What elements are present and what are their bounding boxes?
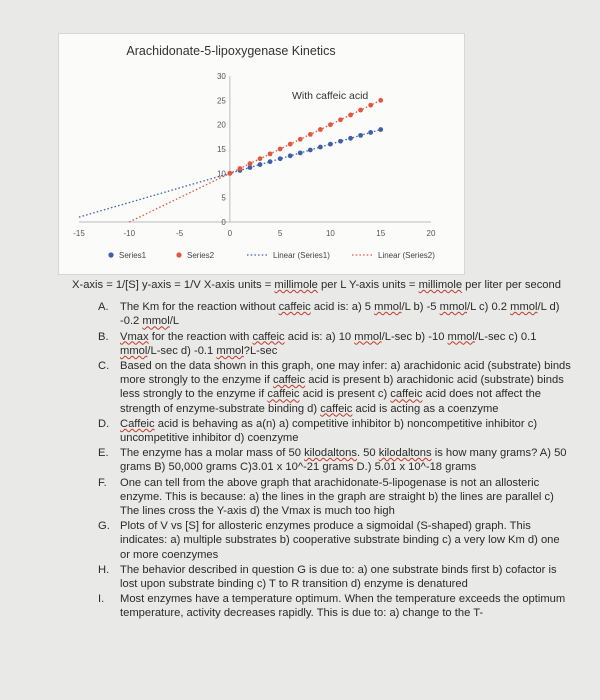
question-text-run: is how many grams? A) 50 grams B) 50,000 grams C)3.01 x 10^-21 grams D.) 5.01 x 10^-18 grams: [120, 447, 567, 474]
x-tick-label: -5: [176, 229, 184, 238]
series2-point: [288, 142, 293, 147]
y-tick-label: 0: [221, 218, 226, 227]
question-text-run: acid is acting as a coenzyme: [352, 402, 499, 415]
x-tick-label: -10: [123, 229, 136, 238]
question-text-run: Based on the data shown in this graph, one may infer: a) arachidonic acid (substrate) binds more strongly to the enzyme if: [120, 360, 571, 387]
y-tick-label: 25: [216, 96, 226, 106]
intro-paragraph: [72, 278, 572, 292]
flagged-term: caffeic: [267, 388, 300, 401]
series1-point: [358, 133, 363, 138]
flagged-term: mmol: [142, 315, 170, 328]
series2-point: [318, 127, 323, 132]
flagged-term: mmol: [374, 301, 402, 314]
question-item: [72, 417, 572, 445]
question-text-run: The enzyme has a molar mass of 50: [120, 447, 305, 460]
flagged-term: caffeic: [390, 388, 423, 401]
flagged-term: caffeic: [278, 301, 311, 314]
x-tick-label: 5: [277, 229, 283, 238]
flagged-term: kilodaltons: [378, 447, 432, 460]
x-tick-label: 15: [376, 229, 386, 238]
question-text-run: acid is present c): [299, 388, 391, 401]
flagged-term: caffeic: [252, 330, 285, 343]
question-text-run: /L-sec c) 0.1: [474, 330, 537, 343]
question-text-run: acid does not affect the strength of enzyme-substrate binding d): [120, 388, 542, 415]
question-text-run: Plots of V vs [S] for allosteric enzymes produce a sigmoidal (S-shaped) graph. This indicates: a) multiple substrates b) cooperative substrate binding c) a very low Km d) one or more coenzymes: [120, 520, 560, 561]
question-text-run: One can tell from the above graph that arachidonate-5-lipogenase is not an allosteric enzyme. This is because: a) the lines in the graph are straight b) the lines are parallel c) The lines cross the Y-axis d) the Vmax is much too high: [120, 476, 554, 518]
legend-label: Linear (Series1): [273, 251, 330, 260]
question-text-run: ?L-sec: [243, 344, 278, 357]
question-item: [72, 563, 572, 591]
legend-marker-series1: [108, 252, 113, 257]
question-text-run: The Km for the reaction without: [120, 301, 279, 314]
trendline-series2: [129, 100, 380, 222]
question-letter: D.: [98, 417, 110, 430]
intro-text-2: per L Y-axis units =: [317, 279, 419, 291]
series2-point: [238, 166, 243, 171]
question-text-run: /L b) -5: [401, 301, 440, 314]
question-text-run: /L c) 0.2: [467, 301, 511, 314]
legend-label: Linear (Series2): [378, 251, 435, 260]
x-tick-label: 10: [325, 229, 335, 238]
question-item: [72, 446, 572, 474]
intro-text-1: X-axis = 1/[S] y-axis = 1/V X-axis units =: [72, 279, 275, 291]
question-text-run: Most enzymes have a temperature optimum. When the temperature exceeds the optimum temperature, activity decreases rapidly. This is due to: a) change to the T-: [120, 593, 566, 620]
series2-point: [338, 117, 343, 122]
y-tick-label: 5: [221, 193, 226, 203]
series2-point: [358, 108, 363, 113]
question-text-run: . 50: [356, 447, 379, 460]
question-letter: I.: [98, 593, 105, 606]
chart-title: Arachidonate-5-lipoxygenase Kinetics: [126, 44, 336, 58]
series2-point: [227, 171, 232, 176]
kinetics-chart: [59, 34, 464, 274]
intro-text-3: per liter per second: [462, 279, 561, 291]
intro-term-1: millimole: [274, 279, 318, 291]
question-text-run: The behavior described in question G is due to: a) one substrate binds first b) cofactor is lost upon substrate binding c) T to R transition d) enzyme is denatured: [120, 563, 557, 591]
series1-point: [338, 139, 343, 144]
question-text-run: acid is: a) 10: [284, 330, 355, 343]
series2-point: [348, 113, 353, 118]
series2-point: [258, 156, 263, 161]
series1-point: [378, 127, 383, 132]
question-text-run: for the reaction with: [148, 330, 253, 343]
series1-point: [288, 153, 293, 158]
series1-point: [308, 148, 313, 153]
y-tick-label: 15: [216, 145, 226, 154]
legend-label: Series2: [187, 251, 215, 260]
y-tick-label: 30: [216, 72, 226, 81]
flagged-term: mmol: [447, 330, 475, 343]
series1-point: [258, 162, 263, 167]
flagged-term: caffeic: [272, 374, 306, 387]
x-tick-label: 0: [227, 229, 233, 238]
question-letter: F.: [98, 476, 107, 489]
question-item: [72, 519, 572, 562]
series2-point: [268, 151, 273, 156]
question-text-run: acid is present b) arachidonic acid (substrate) binds less strongly to the enzyme if: [120, 374, 564, 401]
question-text-run: acid is behaving as a(n) a) competitive inhibitor b) noncompetitive inhibitor c) uncompetitive inhibitor d) coenzyme: [120, 417, 538, 445]
series2-point: [328, 122, 333, 127]
question-letter: A.: [98, 301, 109, 314]
question-item: [72, 476, 572, 519]
flagged-term: mmol: [120, 344, 148, 357]
series1-point: [298, 150, 303, 155]
x-tick-label: 20: [426, 229, 436, 238]
series1-point: [268, 159, 273, 164]
question-letter: E.: [98, 447, 109, 460]
chart-annotation: With caffeic acid: [292, 90, 369, 102]
intro-term-2: millimole: [418, 279, 463, 291]
series2-point: [248, 161, 253, 166]
series2-point: [378, 98, 383, 103]
flagged-term: Caffeic: [120, 417, 155, 430]
series2-point: [298, 137, 303, 142]
series1-point: [278, 156, 283, 161]
flagged-term: mmol: [354, 330, 382, 343]
y-tick-label: 10: [216, 169, 226, 179]
flagged-term: mmol: [216, 344, 244, 357]
series2-point: [278, 147, 283, 152]
series2-point: [368, 103, 373, 108]
flagged-term: Vmax: [120, 330, 149, 343]
question-text-run: /L d) -0.2: [120, 301, 560, 328]
y-tick-label: 20: [216, 120, 226, 130]
question-item: [72, 330, 572, 358]
question-item: [72, 359, 572, 416]
series1-point: [348, 136, 353, 141]
question-text-run: /L-sec b) -10: [381, 330, 448, 343]
question-letter: G.: [98, 520, 110, 533]
flagged-term: mmol: [510, 301, 538, 314]
question-item: [72, 300, 572, 328]
series1-point: [328, 142, 333, 147]
flagged-term: caffeic: [320, 402, 353, 415]
question-letter: C.: [98, 360, 110, 373]
legend-label: Series1: [119, 251, 147, 260]
question-letter: H.: [98, 563, 110, 576]
question-text-run: /L-sec d) -0.1: [147, 344, 217, 357]
series2-point: [308, 132, 313, 137]
series1-point: [368, 130, 373, 135]
question-text-run: /L: [169, 315, 180, 328]
x-tick-label: -15: [73, 229, 85, 238]
question-list: [72, 300, 572, 620]
question-text-run: acid is: a) 5: [310, 301, 375, 314]
chart-panel: [58, 33, 465, 275]
series1-point: [318, 145, 323, 150]
question-item: [72, 592, 572, 620]
flagged-term: kilodaltons: [304, 447, 357, 460]
legend-marker-series2: [176, 252, 181, 257]
question-text: [72, 278, 572, 622]
flagged-term: mmol: [439, 301, 467, 314]
question-letter: B.: [98, 330, 109, 343]
